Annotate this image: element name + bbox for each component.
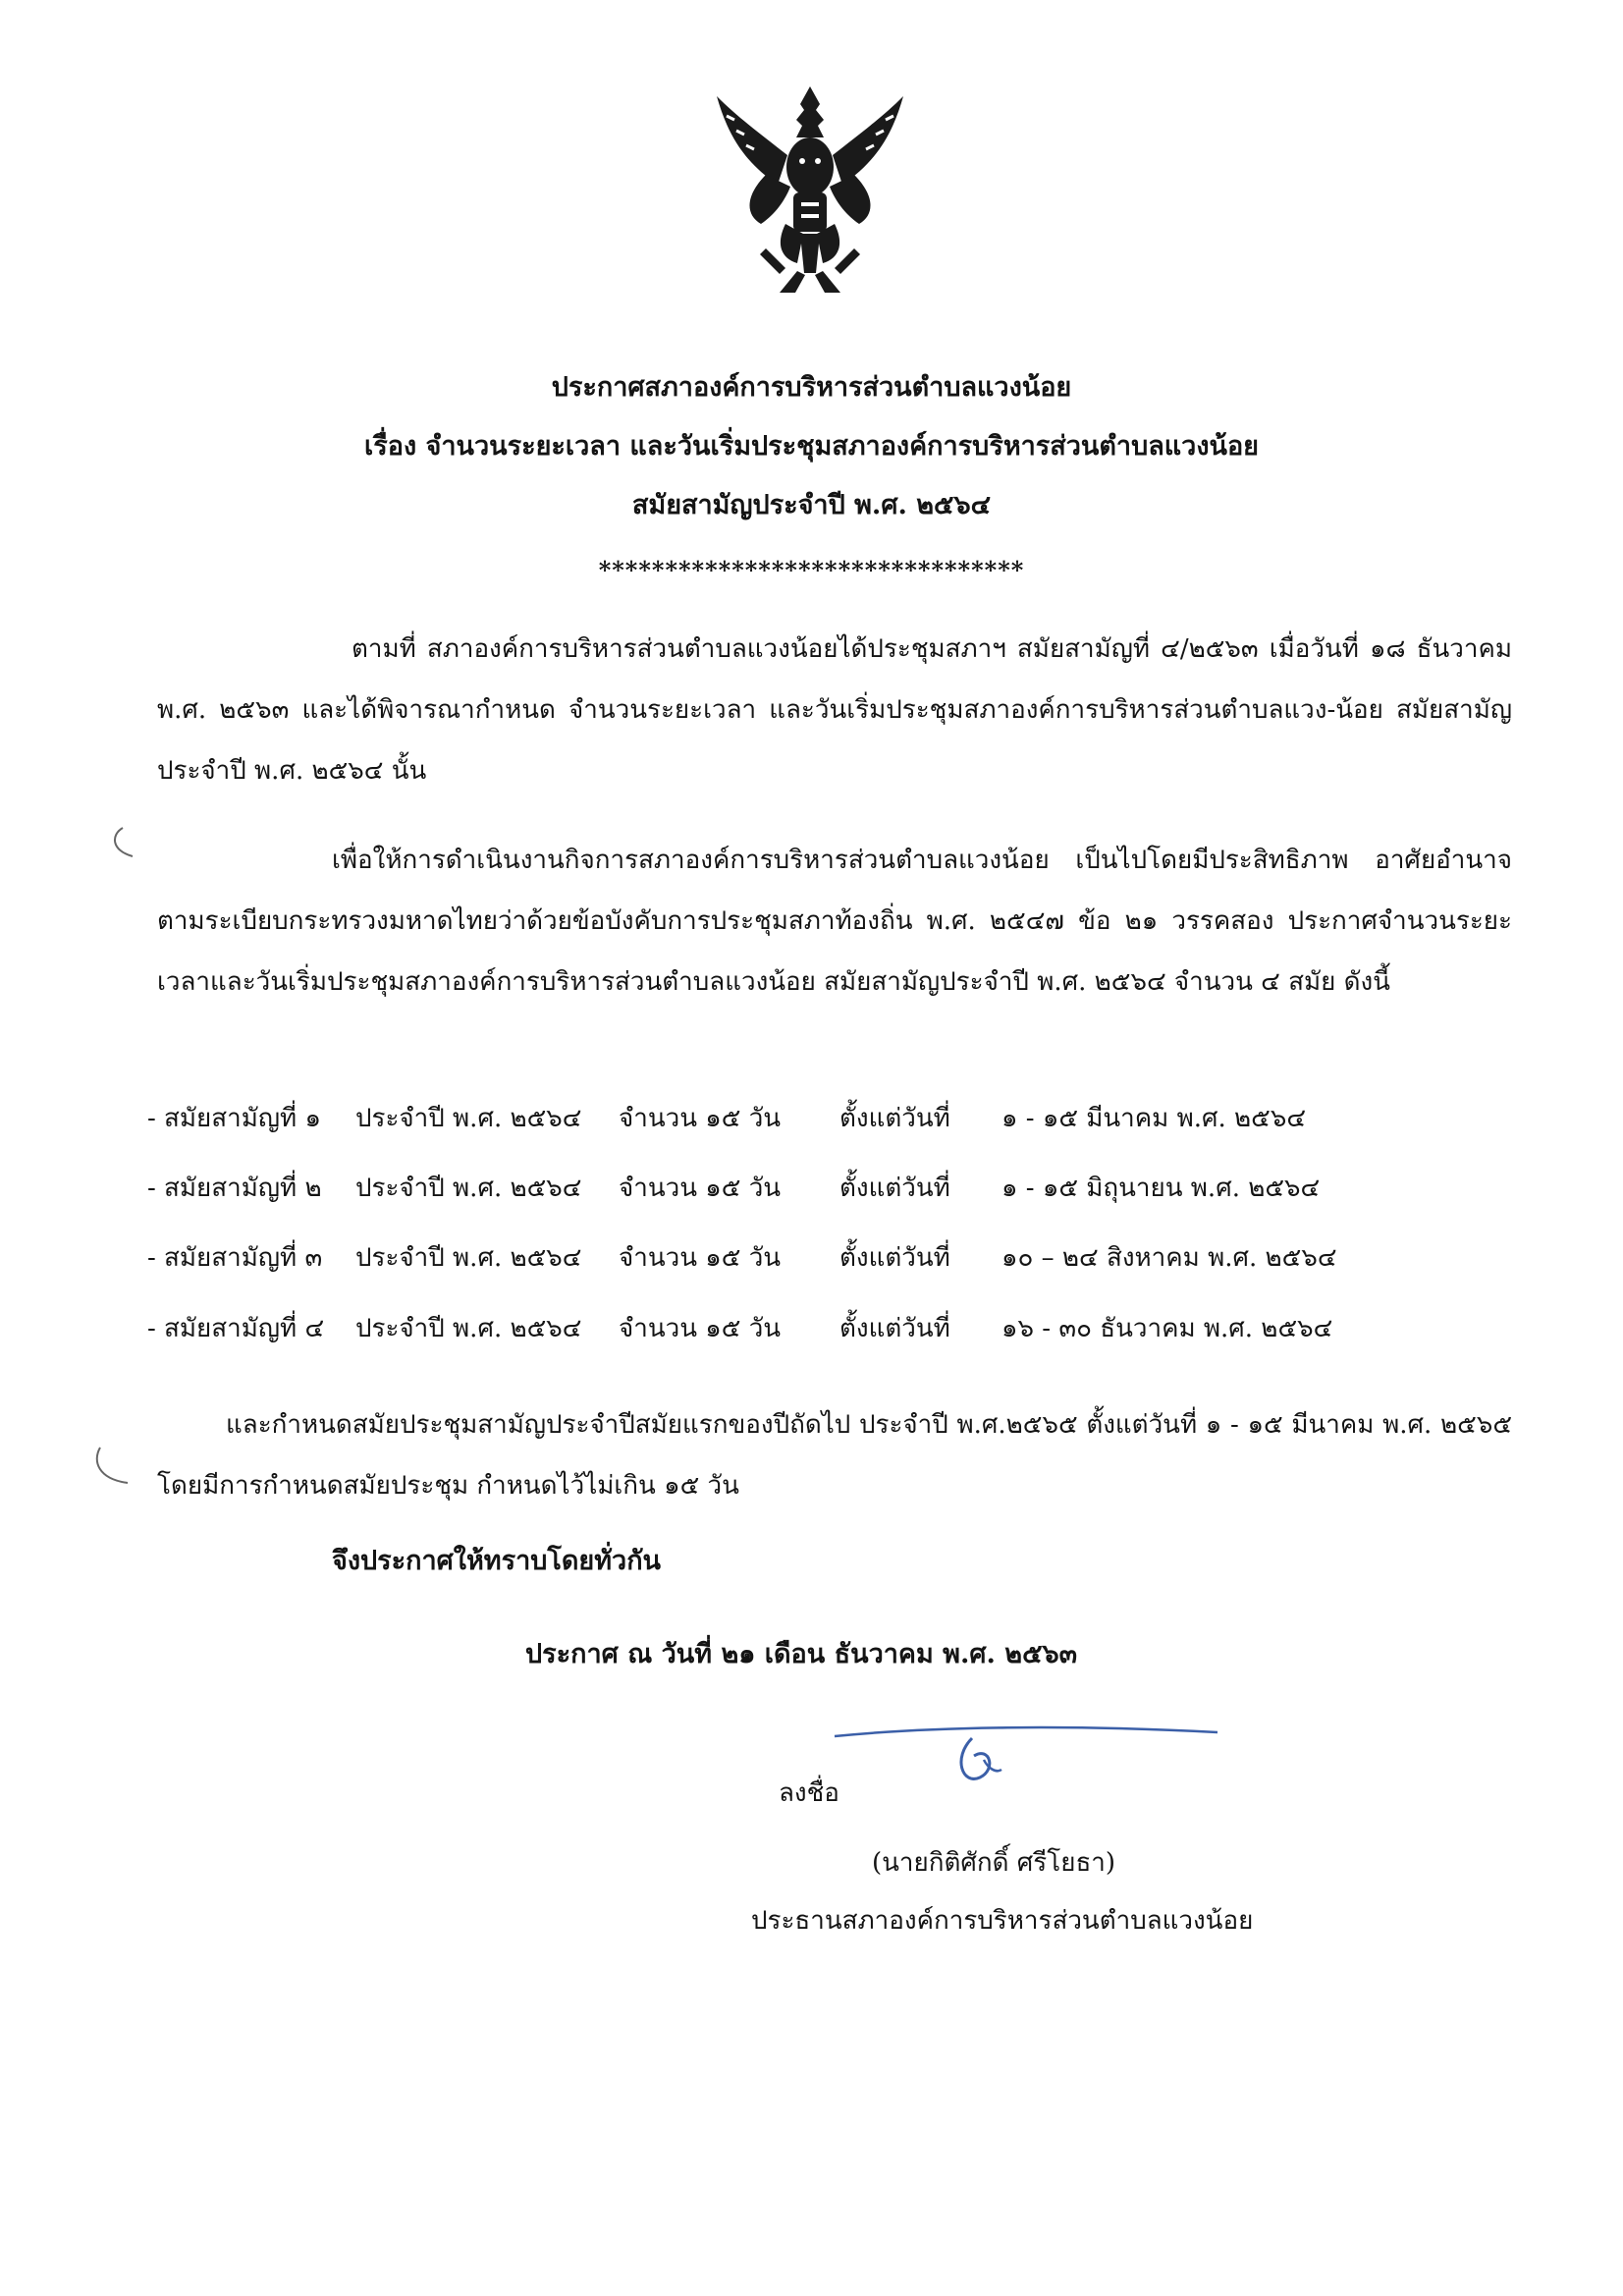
session-dates: ๑ - ๑๕ มิถุนายน พ.ศ. ๒๕๖๔ — [1001, 1174, 1321, 1203]
announcement-title: ประกาศสภาองค์การบริหารส่วนตำบลแวงน้อย — [551, 372, 1072, 403]
paragraph-next-year — [157, 1394, 1512, 1516]
session-days: จำนวน ๑๕ วัน — [619, 1174, 782, 1203]
session-from-label: ตั้งแต่วันที่ — [839, 1243, 950, 1273]
session-dates: ๑ - ๑๕ มีนาคม พ.ศ. ๒๕๖๔ — [1001, 1104, 1307, 1133]
paragraph-authority — [157, 830, 1512, 1012]
session-days: จำนวน ๑๕ วัน — [619, 1314, 782, 1343]
handwritten-signature — [815, 1709, 1227, 1797]
session-label: - สมัยสามัญที่ ๔ — [147, 1314, 325, 1343]
session-year: ประจำปี พ.ศ. ๒๕๖๔ — [355, 1314, 582, 1343]
announcement-closing: จึงประกาศให้ทราบโดยทั่วกัน — [332, 1546, 661, 1576]
signature-label: ลงชื่อ — [779, 1778, 839, 1808]
session-row — [147, 1237, 1424, 1286]
session-year: ประจำปี พ.ศ. ๒๕๖๔ — [355, 1104, 582, 1133]
punch-hole-mark — [103, 823, 152, 862]
session-row — [147, 1308, 1424, 1357]
session-label: - สมัยสามัญที่ ๒ — [147, 1174, 322, 1203]
session-days: จำนวน ๑๕ วัน — [619, 1104, 782, 1133]
session-row — [147, 1168, 1424, 1217]
paragraph-authority-text: เพื่อให้การดำเนินงานกิจการสภาองค์การบริหารส่วนตำบลแวงน้อย เป็นไปโดยมีประสิทธิภาพ อาศัยอำนาจตามระเบียบกระทรวงมหาดไทยว่าด้วยข้อบังคับการประชุมสภาท้องถิ่น พ.ศ. ๒๕๔๗ ข้อ ๒๑ วรรคสอง ประกาศจำนวนระยะเวลาและวันเริ่มประชุมสภาองค์การบริหารส่วนตำบลแวงน้อย สมัยสามัญประจำปี พ.ศ. ๒๕๖๔ จำนวน ๔ สมัย ดังนี้ — [157, 846, 1512, 997]
session-dates: ๑๐ – ๒๔ สิงหาคม พ.ศ. ๒๕๖๔ — [1001, 1243, 1337, 1273]
session-from-label: ตั้งแต่วันที่ — [839, 1174, 950, 1203]
garuda-emblem-icon — [707, 77, 913, 302]
session-year: ประจำปี พ.ศ. ๒๕๖๔ — [355, 1174, 582, 1203]
session-row — [147, 1098, 1424, 1147]
paragraph-next-year-text: และกำหนดสมัยประชุมสามัญประจำปีสมัยแรกของปีถัดไป ประจำปี พ.ศ.๒๕๖๕ ตั้งแต่วันที่ ๑ - ๑๕ มีนาคม พ.ศ. ๒๕๖๕ โดยมีการกำหนดสมัยประชุม กำหนดไว้ไม่เกิน ๑๕ วัน — [157, 1410, 1512, 1501]
session-days: จำนวน ๑๕ วัน — [619, 1243, 782, 1273]
session-from-label: ตั้งแต่วันที่ — [839, 1104, 950, 1133]
announcement-date: ประกาศ ณ วันที่ ๒๑ เดือน ธันวาคม พ.ศ. ๒๕๖๓ — [525, 1639, 1078, 1669]
session-label: - สมัยสามัญที่ ๓ — [147, 1243, 323, 1273]
announcement-subject: เรื่อง จำนวนระยะเวลา และวันเริ่มประชุมสภาองค์การบริหารส่วนตำบลแวงน้อย — [364, 431, 1259, 462]
session-year: ประจำปี พ.ศ. ๒๕๖๔ — [355, 1243, 582, 1273]
separator-line: ******************************** — [598, 556, 1025, 584]
signatory-name: (นายกิติศักดิ์ ศรีโยธา) — [872, 1848, 1116, 1878]
punch-hole-mark — [88, 1442, 137, 1491]
announcement-session-year: สมัยสามัญประจำปี พ.ศ. ๒๕๖๔ — [631, 490, 992, 520]
session-dates: ๑๖ - ๓๐ ธันวาคม พ.ศ. ๒๕๖๔ — [1001, 1314, 1333, 1343]
paragraph-background — [157, 619, 1512, 801]
paragraph-background-text: ตามที่ สภาองค์การบริหารส่วนตำบลแวงน้อยได้ประชุมสภาฯ สมัยสามัญที่ ๔/๒๕๖๓ เมื่อวันที่ ๑๘ ธันวาคม พ.ศ. ๒๕๖๓ และได้พิจารณากำหนด จำนวนระยะเวลา และวันเริ่มประชุมสภาองค์การบริหารส่วนตำบลแวง-น้อย สมัยสามัญประจำปี พ.ศ. ๒๕๖๔ นั้น — [157, 634, 1512, 786]
session-label: - สมัยสามัญที่ ๑ — [147, 1104, 321, 1133]
signatory-position: ประธานสภาองค์การบริหารส่วนตำบลแวงน้อย — [751, 1906, 1254, 1936]
session-from-label: ตั้งแต่วันที่ — [839, 1314, 950, 1343]
